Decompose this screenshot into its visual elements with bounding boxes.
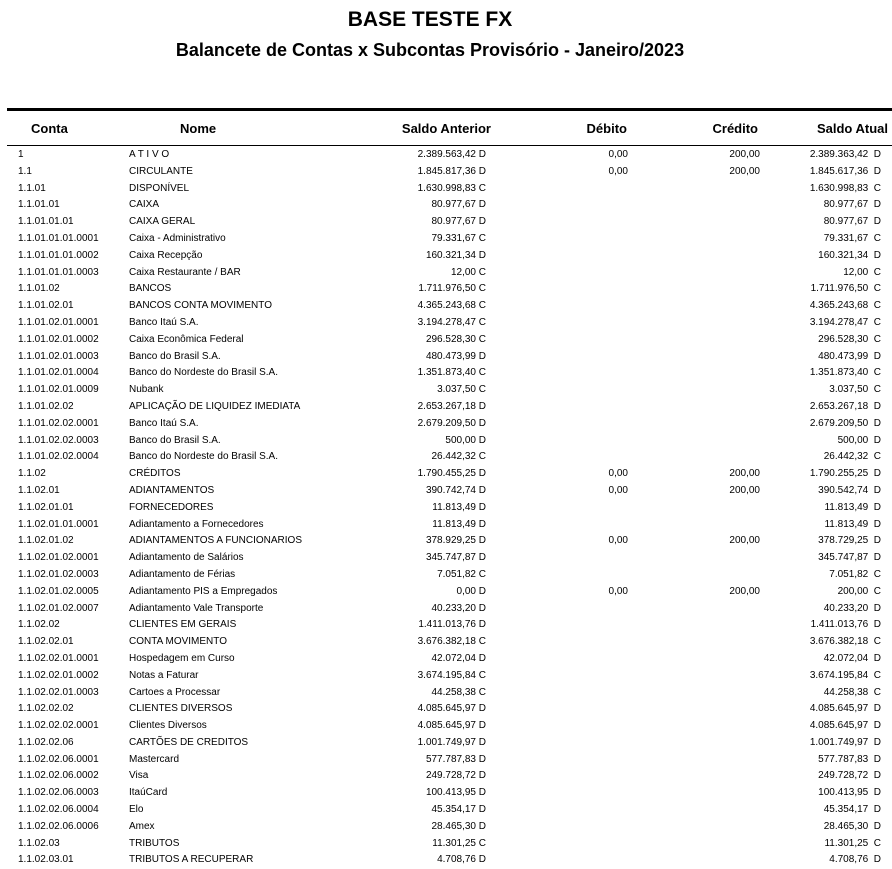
cell-debito: 0,00 xyxy=(608,484,628,496)
cell-nome: ADIANTAMENTOS xyxy=(129,484,215,496)
cell-saldo-anterior: 4.708,76 D xyxy=(437,854,486,866)
cell-saldo-anterior: 1.411.013,76 D xyxy=(418,619,486,631)
cell-saldo-atual: 3.674.195,84 C xyxy=(809,669,881,681)
cell-conta: 1.1.01.02.02.0001 xyxy=(18,417,99,429)
cell-conta: 1.1.02 xyxy=(18,468,46,480)
cell-conta: 1.1.02.01 xyxy=(18,484,60,496)
table-row xyxy=(0,399,892,416)
cell-saldo-atual: 1.001.749,97 D xyxy=(809,736,881,748)
cell-saldo-anterior: 12,00 C xyxy=(450,266,486,278)
cell-debito: 0,00 xyxy=(608,468,628,480)
cell-conta: 1.1.02.01.02.0007 xyxy=(18,602,99,614)
cell-saldo-atual: 45.354,17 D xyxy=(823,804,881,816)
table-row xyxy=(0,819,892,836)
column-header-saldo-atual: Saldo Atual xyxy=(816,121,888,136)
table-row xyxy=(0,701,892,718)
cell-conta: 1.1.01.02.02.0003 xyxy=(18,434,99,446)
cell-nome: Banco Itaú S.A. xyxy=(129,417,199,429)
table-row xyxy=(0,752,892,769)
column-header-credito: Crédito xyxy=(712,121,758,136)
report-subtitle: Balancete de Contas x Subcontas Provisório - Janeiro/2023 xyxy=(175,40,685,60)
table-row xyxy=(0,265,892,282)
cell-conta: 1.1.01.02.02.0004 xyxy=(18,451,99,463)
cell-conta: 1.1.01.02.02 xyxy=(18,400,74,412)
cell-saldo-anterior: 11.813,49 D xyxy=(432,501,486,513)
cell-saldo-anterior: 390.742,74 D xyxy=(425,484,486,496)
cell-saldo-anterior: 44.258,38 C xyxy=(431,686,486,698)
cell-saldo-anterior: 345.747,87 D xyxy=(425,552,486,564)
table-row xyxy=(0,802,892,819)
cell-saldo-atual: 4.365.243,68 C xyxy=(809,300,881,312)
cell-nome: ADIANTAMENTOS A FUNCIONARIOS xyxy=(129,535,302,547)
table-row xyxy=(0,281,892,298)
cell-saldo-atual: 378.729,25 D xyxy=(818,535,881,547)
cell-nome: BANCOS CONTA MOVIMENTO xyxy=(129,300,272,312)
table-row xyxy=(0,416,892,433)
cell-saldo-anterior: 1.790.455,25 D xyxy=(417,468,486,480)
cell-conta: 1.1.01.02.01 xyxy=(18,300,74,312)
cell-nome: Adiantamento de Salários xyxy=(129,552,244,564)
cell-credito: 200,00 xyxy=(729,535,760,547)
table-row xyxy=(0,836,892,853)
cell-nome: Caixa Recepção xyxy=(129,249,203,261)
cell-saldo-anterior: 11.813,49 D xyxy=(432,518,486,530)
cell-nome: FORNECEDORES xyxy=(129,501,214,513)
cell-conta: 1.1.01.02.01.0009 xyxy=(18,384,99,396)
cell-nome: TRIBUTOS xyxy=(129,837,180,849)
table-row xyxy=(0,483,892,500)
cell-saldo-atual: 11.813,49 D xyxy=(824,518,881,530)
cell-conta: 1.1.02.01.01.0001 xyxy=(18,518,99,530)
cell-nome: Adiantamento PIS a Empregados xyxy=(129,585,278,597)
table-row xyxy=(0,617,892,634)
table-row xyxy=(0,500,892,517)
cell-conta: 1.1.02.02.06.0001 xyxy=(18,753,99,765)
cell-nome: Banco do Nordeste do Brasil S.A. xyxy=(129,451,278,463)
cell-conta: 1.1.01.01 xyxy=(18,199,60,211)
cell-debito: 0,00 xyxy=(608,535,628,547)
cell-saldo-atual: 1.411.013,76 D xyxy=(810,619,881,631)
cell-saldo-anterior: 1.630.998,83 C xyxy=(417,182,486,194)
cell-conta: 1.1.01.01.01 xyxy=(18,216,74,228)
table-row xyxy=(0,651,892,668)
cell-saldo-atual: 4.708,76 D xyxy=(829,854,881,866)
cell-saldo-anterior: 1.845.817,36 D xyxy=(417,165,486,177)
table-row xyxy=(0,685,892,702)
account-table-body xyxy=(0,147,892,869)
column-header-nome: Nome xyxy=(180,121,217,136)
report-title: BASE TESTE FX xyxy=(347,8,513,31)
cell-saldo-anterior: 11.301,25 C xyxy=(432,837,486,849)
cell-conta: 1.1.01.02.01.0001 xyxy=(18,316,99,328)
cell-saldo-atual: 2.653.267,18 D xyxy=(809,400,881,412)
cell-saldo-atual: 3.676.382,18 C xyxy=(809,636,881,648)
cell-saldo-anterior: 3.194.278,47 C xyxy=(417,316,486,328)
cell-saldo-atual: 80.977,67 D xyxy=(823,199,881,211)
header-rule-bottom xyxy=(7,145,892,146)
cell-saldo-anterior: 296.528,30 C xyxy=(425,333,486,345)
cell-conta: 1.1.02.02.01.0001 xyxy=(18,652,99,664)
cell-saldo-atual: 1.790.255,25 D xyxy=(809,468,881,480)
cell-conta: 1.1.02.01.02.0005 xyxy=(18,585,99,597)
cell-conta: 1.1.02.02.06.0003 xyxy=(18,787,99,799)
cell-conta: 1.1.02.02.01 xyxy=(18,636,74,648)
cell-conta: 1.1.02.02.02 xyxy=(18,703,74,715)
cell-saldo-atual: 7.051,82 C xyxy=(829,568,881,580)
cell-saldo-anterior: 3.676.382,18 C xyxy=(417,636,486,648)
table-row xyxy=(0,382,892,399)
cell-saldo-atual: 1.630.998,83 C xyxy=(809,182,881,194)
table-row xyxy=(0,601,892,618)
cell-saldo-anterior: 7.051,82 C xyxy=(437,568,486,580)
cell-conta: 1.1.02.02.01.0002 xyxy=(18,669,99,681)
cell-saldo-anterior: 80.977,67 D xyxy=(431,199,486,211)
cell-saldo-atual: 200,00 C xyxy=(837,585,881,597)
cell-nome: CRÉDITOS xyxy=(129,468,181,480)
cell-conta: 1.1.02.03.01 xyxy=(18,854,74,866)
cell-saldo-atual: 2.389.363,42 D xyxy=(809,149,881,160)
cell-saldo-atual: 28.465,30 D xyxy=(823,820,881,832)
cell-nome: APLICAÇÃO DE LIQUIDEZ IMEDIATA xyxy=(129,400,301,412)
cell-saldo-anterior: 3.674.195,84 C xyxy=(417,669,486,681)
cell-saldo-anterior: 2.653.267,18 D xyxy=(417,400,486,412)
cell-nome: CIRCULANTE xyxy=(129,165,193,177)
cell-saldo-atual: 80.977,67 D xyxy=(823,216,881,228)
cell-conta: 1 xyxy=(18,149,24,160)
cell-credito: 200,00 xyxy=(729,468,760,480)
cell-nome: Visa xyxy=(129,770,149,782)
cell-conta: 1.1.01.01.01.0002 xyxy=(18,249,99,261)
column-header-conta: Conta xyxy=(31,121,68,136)
cell-conta: 1.1.01.02.01.0003 xyxy=(18,350,99,362)
cell-conta: 1.1.01.02.01.0002 xyxy=(18,333,99,345)
cell-saldo-anterior: 45.354,17 D xyxy=(431,804,486,816)
cell-saldo-atual: 480.473,99 D xyxy=(818,350,881,362)
table-row xyxy=(0,181,892,198)
cell-saldo-atual: 390.542,74 D xyxy=(818,484,881,496)
table-row xyxy=(0,517,892,534)
cell-nome: ItaúCard xyxy=(129,787,168,799)
cell-nome: Banco do Brasil S.A. xyxy=(129,434,221,446)
cell-saldo-atual: 79.331,67 C xyxy=(823,232,881,244)
cell-saldo-anterior: 40.233,20 D xyxy=(431,602,486,614)
table-row xyxy=(0,164,892,181)
cell-saldo-anterior: 26.442,32 C xyxy=(431,451,486,463)
cell-saldo-anterior: 480.473,99 D xyxy=(425,350,486,362)
cell-saldo-atual: 577.787,83 D xyxy=(818,753,881,765)
cell-nome: Notas a Faturar xyxy=(129,669,199,681)
cell-conta: 1.1.02.02.02.0001 xyxy=(18,720,99,732)
cell-saldo-anterior: 2.389.563,42 D xyxy=(417,149,486,160)
cell-saldo-anterior: 0,00 D xyxy=(456,585,486,597)
cell-nome: Caixa - Administrativo xyxy=(129,232,226,244)
cell-conta: 1.1.02.01.02.0001 xyxy=(18,552,99,564)
table-row xyxy=(0,785,892,802)
cell-saldo-atual: 296.528,30 C xyxy=(818,333,881,345)
table-row xyxy=(0,147,892,164)
column-header-saldo-anterior: Saldo Anterior xyxy=(401,121,491,136)
cell-conta: 1.1.02.03 xyxy=(18,837,60,849)
cell-saldo-atual: 11.301,25 C xyxy=(824,837,881,849)
cell-saldo-anterior: 1.711.976,50 C xyxy=(418,283,486,295)
table-row xyxy=(0,449,892,466)
cell-conta: 1.1.01.02 xyxy=(18,283,60,295)
cell-nome: TRIBUTOS A RECUPERAR xyxy=(129,854,254,866)
cell-credito: 200,00 xyxy=(729,585,760,597)
cell-nome: Banco do Brasil S.A. xyxy=(129,350,221,362)
cell-nome: Cartoes a Processar xyxy=(129,686,221,698)
table-row xyxy=(0,248,892,265)
cell-conta: 1.1.01 xyxy=(18,182,46,194)
cell-saldo-anterior: 160.321,34 D xyxy=(425,249,486,261)
cell-credito: 200,00 xyxy=(729,484,760,496)
cell-conta: 1.1.02.02.06.0002 xyxy=(18,770,99,782)
cell-saldo-anterior: 100.413,95 D xyxy=(425,787,486,799)
table-row xyxy=(0,365,892,382)
cell-conta: 1.1.02.01.02 xyxy=(18,535,74,547)
cell-nome: CAIXA GERAL xyxy=(129,216,196,228)
cell-debito: 0,00 xyxy=(608,585,628,597)
cell-saldo-atual: 100.413,95 D xyxy=(818,787,881,799)
table-row xyxy=(0,668,892,685)
cell-saldo-atual: 345.747,87 D xyxy=(818,552,881,564)
cell-nome: Clientes Diversos xyxy=(129,720,207,732)
cell-saldo-anterior: 28.465,30 D xyxy=(431,820,486,832)
table-row xyxy=(0,332,892,349)
cell-saldo-atual: 1.351.873,40 C xyxy=(809,367,881,379)
cell-saldo-atual: 4.085.645,97 D xyxy=(809,703,881,715)
column-header-debito: Débito xyxy=(586,121,627,136)
cell-conta: 1.1 xyxy=(18,165,32,177)
cell-conta: 1.1.02.01.01 xyxy=(18,501,74,513)
table-row xyxy=(0,768,892,785)
cell-conta: 1.1.01.01.01.0003 xyxy=(18,266,99,278)
cell-conta: 1.1.02.01.02.0003 xyxy=(18,568,99,580)
cell-nome: Caixa Restaurante / BAR xyxy=(129,266,241,278)
cell-credito: 200,00 xyxy=(729,165,760,177)
cell-saldo-anterior: 4.085.645,97 D xyxy=(417,703,486,715)
cell-nome: Caixa Econômica Federal xyxy=(129,333,244,345)
cell-saldo-anterior: 577.787,83 D xyxy=(425,753,486,765)
table-row xyxy=(0,567,892,584)
cell-saldo-anterior: 3.037,50 C xyxy=(437,384,486,396)
cell-nome: CONTA MOVIMENTO xyxy=(129,636,227,648)
cell-saldo-atual: 3.194.278,47 C xyxy=(809,316,881,328)
table-row xyxy=(0,634,892,651)
cell-nome: Mastercard xyxy=(129,753,180,765)
table-row xyxy=(0,466,892,483)
table-row xyxy=(0,735,892,752)
table-row xyxy=(0,852,892,869)
cell-nome: Banco do Nordeste do Brasil S.A. xyxy=(129,367,278,379)
cell-saldo-atual: 500,00 D xyxy=(837,434,881,446)
cell-nome: Elo xyxy=(129,804,144,816)
cell-saldo-anterior: 1.351.873,40 C xyxy=(417,367,486,379)
cell-saldo-anterior: 378.929,25 D xyxy=(425,535,486,547)
cell-saldo-atual: 44.258,38 C xyxy=(823,686,881,698)
cell-nome: CLIENTES EM GERAIS xyxy=(129,619,237,631)
table-row xyxy=(0,533,892,550)
cell-saldo-atual: 4.085.645,97 D xyxy=(809,720,881,732)
cell-nome: CAIXA xyxy=(129,199,160,211)
table-row xyxy=(0,550,892,567)
cell-conta: 1.1.02.02.06.0004 xyxy=(18,804,99,816)
cell-nome: Hospedagem em Curso xyxy=(129,652,235,664)
cell-saldo-anterior: 249.728,72 D xyxy=(425,770,486,782)
cell-saldo-anterior: 4.085.645,97 D xyxy=(417,720,486,732)
cell-conta: 1.1.01.02.01.0004 xyxy=(18,367,99,379)
header-rule-top xyxy=(7,108,892,111)
cell-credito: 200,00 xyxy=(729,149,760,160)
cell-nome: Adiantamento Vale Transporte xyxy=(129,602,264,614)
cell-saldo-atual: 249.728,72 D xyxy=(818,770,881,782)
cell-saldo-atual: 42.072,04 D xyxy=(823,652,881,664)
table-row xyxy=(0,298,892,315)
cell-saldo-atual: 1.711.976,50 C xyxy=(810,283,881,295)
cell-nome: Nubank xyxy=(129,384,164,396)
cell-debito: 0,00 xyxy=(608,149,628,160)
table-row xyxy=(0,231,892,248)
cell-saldo-atual: 3.037,50 C xyxy=(829,384,881,396)
cell-saldo-atual: 26.442,32 C xyxy=(823,451,881,463)
cell-saldo-anterior: 42.072,04 D xyxy=(431,652,486,664)
cell-nome: DISPONÍVEL xyxy=(129,182,190,194)
cell-nome: CLIENTES DIVERSOS xyxy=(129,703,233,715)
cell-saldo-anterior: 79.331,67 C xyxy=(431,232,486,244)
cell-saldo-atual: 2.679.209,50 D xyxy=(809,417,881,429)
cell-saldo-atual: 12,00 C xyxy=(843,266,881,278)
table-row xyxy=(0,197,892,214)
cell-debito: 0,00 xyxy=(608,165,628,177)
cell-saldo-anterior: 2.679.209,50 D xyxy=(417,417,486,429)
cell-nome: Amex xyxy=(129,820,155,832)
cell-saldo-anterior: 80.977,67 D xyxy=(431,216,486,228)
cell-conta: 1.1.02.02.01.0003 xyxy=(18,686,99,698)
cell-saldo-anterior: 4.365.243,68 C xyxy=(417,300,486,312)
cell-nome: Adiantamento a Fornecedores xyxy=(129,518,264,530)
cell-saldo-atual: 1.845.617,36 D xyxy=(809,165,881,177)
cell-conta: 1.1.02.02 xyxy=(18,619,60,631)
table-row xyxy=(0,584,892,601)
cell-saldo-anterior: 1.001.749,97 D xyxy=(417,736,486,748)
cell-nome: CARTÕES DE CREDITOS xyxy=(129,736,249,748)
cell-nome: Banco Itaú S.A. xyxy=(129,316,199,328)
cell-saldo-atual: 11.813,49 D xyxy=(824,501,881,513)
cell-conta: 1.1.02.02.06.0006 xyxy=(18,820,99,832)
cell-nome: BANCOS xyxy=(129,283,172,295)
cell-saldo-anterior: 500,00 D xyxy=(445,434,486,446)
cell-saldo-atual: 160.321,34 D xyxy=(818,249,881,261)
table-row xyxy=(0,349,892,366)
cell-conta: 1.1.01.01.01.0001 xyxy=(18,232,99,244)
cell-conta: 1.1.02.02.06 xyxy=(18,736,74,748)
cell-nome: A T I V O xyxy=(129,149,170,160)
cell-saldo-atual: 40.233,20 D xyxy=(823,602,881,614)
table-row xyxy=(0,433,892,450)
cell-nome: Adiantamento de Férias xyxy=(129,568,236,580)
table-row xyxy=(0,315,892,332)
table-row xyxy=(0,718,892,735)
table-row xyxy=(0,214,892,231)
